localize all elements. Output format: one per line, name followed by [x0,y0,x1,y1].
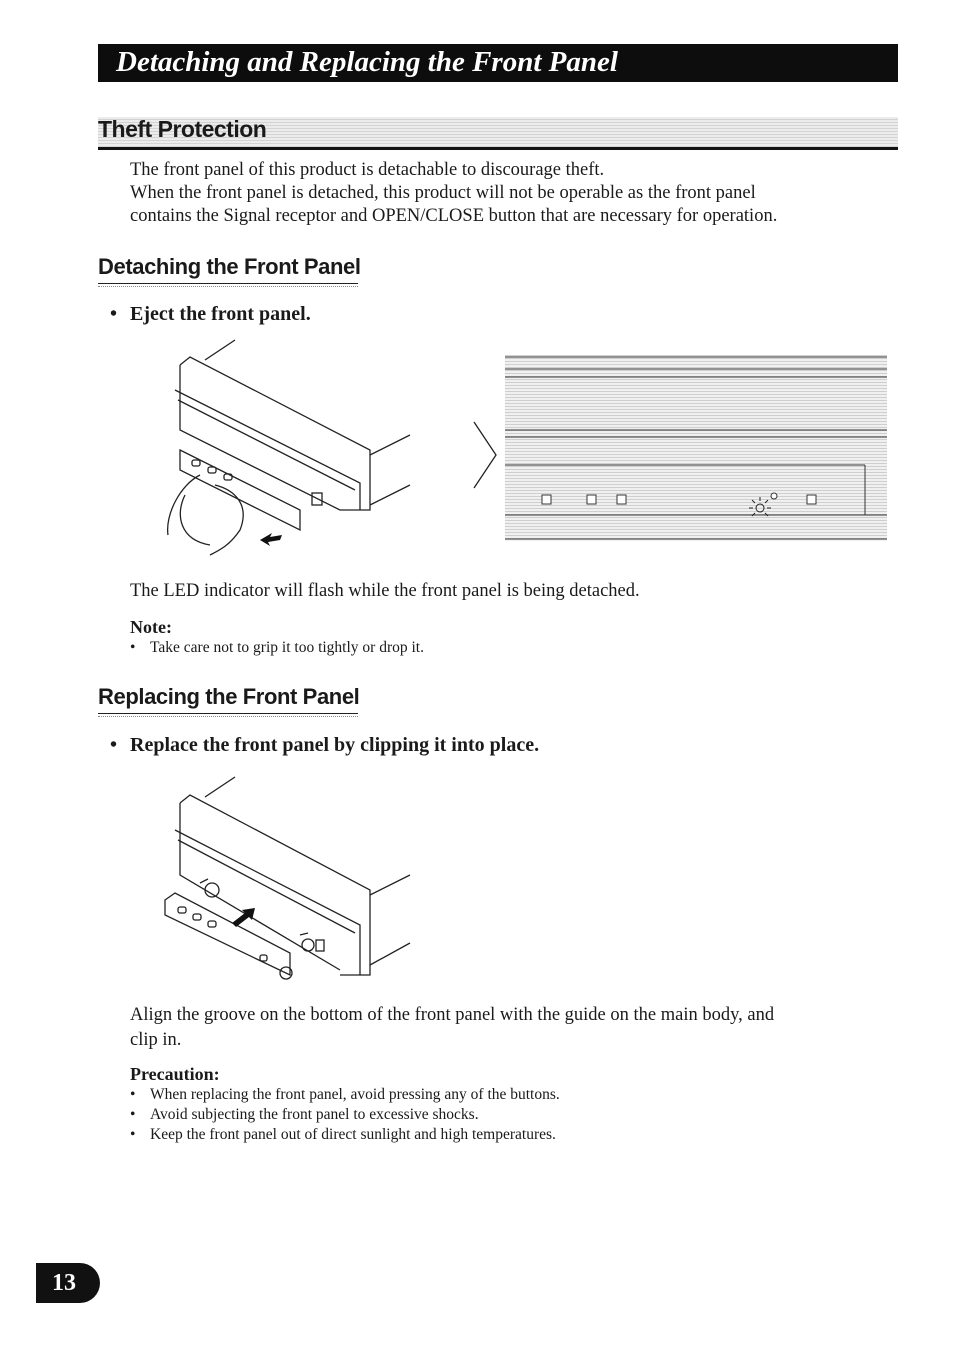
bullet-icon: • [110,734,118,756]
faceplate-illustration [505,355,887,541]
replace-illustration [160,775,420,990]
detaching-step [110,303,311,326]
precaution-item: • Avoid subjecting the front panel to excessive shocks. [130,1106,479,1123]
precaution-item: • Keep the front panel out of direct sunlight and high temperatures. [130,1126,556,1143]
note-label: Note: [130,617,172,637]
replacing-heading-rule [98,713,358,717]
replacing-step-text: Replace the front panel by clipping it into place. [130,734,540,756]
precaution-item: • When replacing the front panel, avoid pressing any of the buttons. [130,1086,560,1103]
theft-line-3: contains the Signal receptor and OPEN/CLOSE button that are necessary for operation. [130,206,778,226]
detach-illustration [160,335,420,565]
arrow-icon [260,533,282,546]
theft-line-2: When the front panel is detached, this product will not be operable as the front panel [130,183,756,203]
replacing-heading: Replacing the Front Panel [98,684,360,709]
replacing-caption-line-2: clip in. [130,1030,182,1050]
bullet-icon: • [130,1126,136,1143]
detaching-heading-rule [98,283,358,287]
bullet-icon: • [130,639,136,656]
section-rule [98,147,898,150]
bullet-icon: • [110,303,118,325]
precaution-label: Precaution: [130,1064,220,1084]
detaching-heading: Detaching the Front Panel [98,254,361,279]
detaching-caption: The LED indicator will flash while the front panel is being detached. [130,581,640,601]
replacing-step [110,734,539,757]
detaching-step-text: Eject the front panel. [130,303,311,325]
page-number: 13 [52,1270,76,1296]
replacing-caption-line-1: Align the groove on the bottom of the front panel with the guide on the main body, and [130,1005,775,1025]
page-title: Detaching and Replacing the Front Panel [116,46,618,78]
theft-protection-heading: Theft Protection [98,116,267,142]
pointer-triangle-icon [470,420,500,490]
note-item: • Take care not to grip it too tightly or drop it. [130,639,424,656]
theft-line-1: The front panel of this product is detachable to discourage theft. [130,160,605,180]
arrow-icon [232,908,255,927]
bullet-icon: • [130,1086,136,1103]
bullet-icon: • [130,1106,136,1123]
